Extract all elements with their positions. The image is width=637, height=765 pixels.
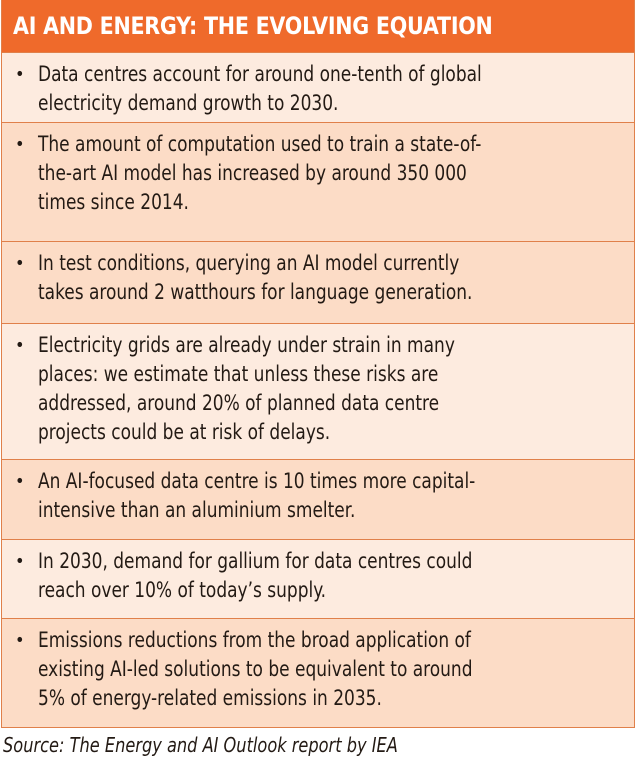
item-line: addressed, around 20% of planned data centre (38, 391, 440, 415)
list-item (2, 539, 634, 618)
list-item (2, 122, 634, 241)
bullet-icon: • (15, 64, 25, 85)
item-text (38, 626, 623, 713)
item-line: projects could be at risk of delays. (38, 420, 331, 444)
bullet-icon: • (15, 134, 25, 155)
item-line: electricity demand growth to 2030. (38, 91, 339, 115)
bullet-icon: • (15, 630, 25, 651)
list-item (2, 241, 634, 323)
item-text (38, 60, 623, 118)
item-text (38, 249, 623, 307)
item-line: the-art AI model has increased by around 350 000 (38, 161, 467, 185)
box-title (2, 0, 634, 52)
item-line: The amount of computation used to train a state-of- (38, 132, 482, 156)
item-line: Data centres account for around one-tenth of global (38, 62, 482, 86)
item-line: intensive than an aluminium smelter. (38, 498, 356, 522)
item-text (38, 130, 623, 217)
item-text (38, 467, 623, 525)
item-line: In test conditions, querying an AI model currently (38, 251, 460, 275)
item-text (38, 547, 623, 605)
title-text: AI AND ENERGY: THE EVOLVING EQUATION (13, 12, 493, 40)
bullet-icon: • (15, 471, 25, 492)
info-box (1, 0, 635, 728)
bullet-icon: • (15, 335, 25, 356)
item-line: times since 2014. (38, 190, 189, 214)
item-line: reach over 10% of today’s supply. (38, 578, 326, 602)
item-line: Emissions reductions from the broad application of (38, 628, 471, 652)
item-text (38, 331, 623, 447)
bullet-icon: • (15, 253, 25, 274)
item-line: Electricity grids are already under strain in many (38, 333, 455, 357)
list-item (2, 323, 634, 459)
item-line: existing AI-led solutions to be equivalent to around (38, 657, 473, 681)
item-line: takes around 2 watthours for language generation. (38, 280, 473, 304)
list-item (2, 52, 634, 122)
item-line: places: we estimate that unless these risks are (38, 362, 439, 386)
item-line: An AI-focused data centre is 10 times more capital- (38, 469, 476, 493)
item-line: 5% of energy-related emissions in 2035. (38, 686, 382, 710)
list-item (2, 618, 634, 727)
source-caption (3, 733, 442, 757)
source-text: Source: The Energy and AI Outlook report by IEA (3, 733, 398, 757)
list-item (2, 459, 634, 539)
item-line: In 2030, demand for gallium for data centres could (38, 549, 473, 573)
bullet-icon: • (15, 551, 25, 572)
